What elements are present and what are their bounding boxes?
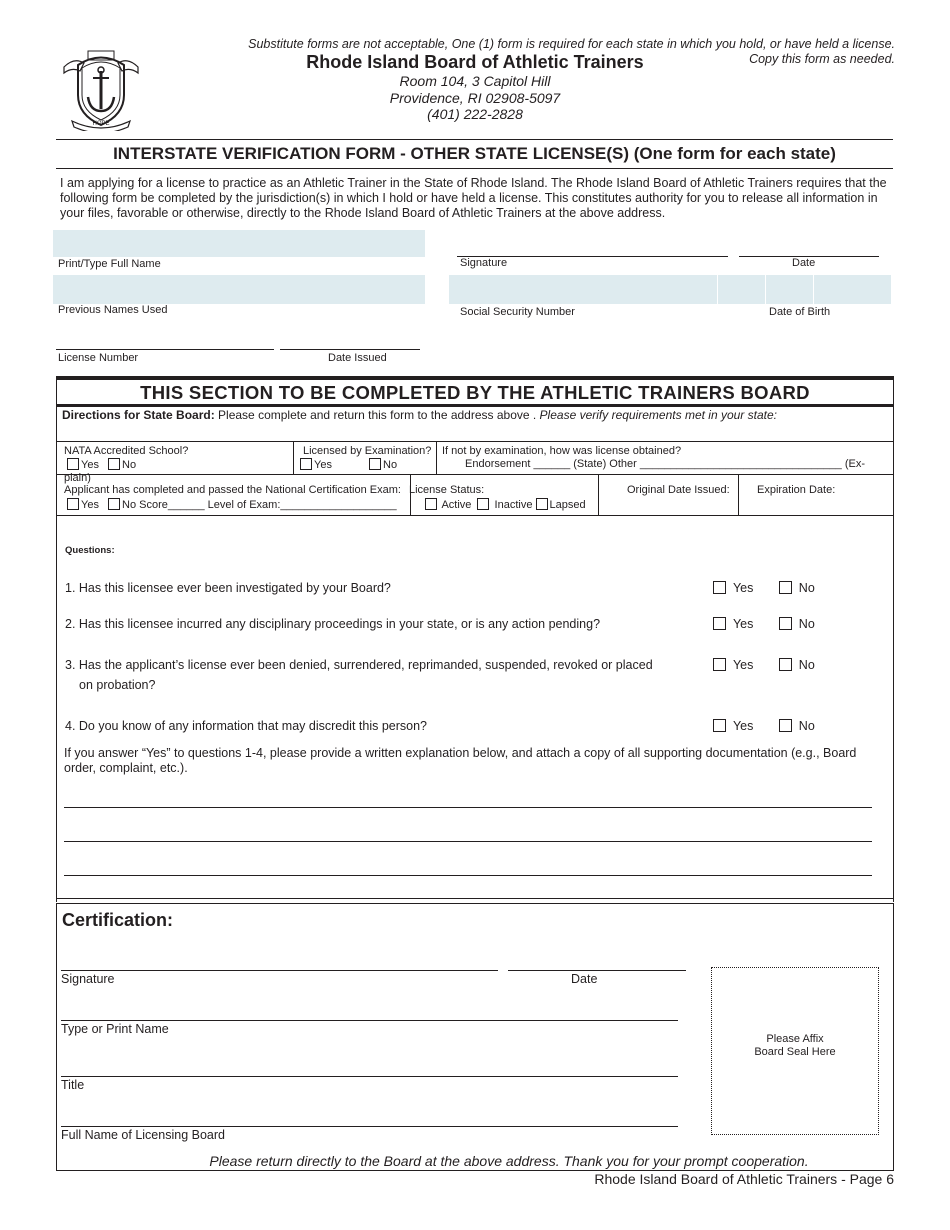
grid-row1-top xyxy=(56,441,894,442)
intro-paragraph: I am applying for a license to practice as an Athletic Trainer in the State of Rhode Island. The Rhode Island Board of Athletic Trainers requires that the following form be completed by the jurisdiction(s) in which I hold or have held a license. This constitutes authority for you to release all information in your files, favorable or otherwise, directly to the Rhode Island Board of Athletic Trainers at the above address. xyxy=(60,176,887,220)
directions-italic: Please verify requirements met in your state: xyxy=(536,408,777,422)
date-issued-label: Date Issued xyxy=(328,352,387,364)
status-lapsed-checkbox[interactable] xyxy=(536,498,548,510)
ssn-label: Social Security Number xyxy=(460,306,575,318)
form-title: INTERSTATE VERIFICATION FORM - OTHER STATE LICENSE(S) (One form for each state) xyxy=(113,144,836,163)
address-line-2: Providence, RI 02908-5097 xyxy=(389,90,561,106)
dob-label: Date of Birth xyxy=(769,306,831,318)
title-label: Title xyxy=(61,1078,85,1092)
exam-label: Licensed by Examination? xyxy=(303,445,432,457)
title-rule-top xyxy=(56,139,893,140)
phone-number: (401) 222-2828 xyxy=(427,106,523,122)
seal-line-1: Please Affix xyxy=(766,1033,824,1045)
board-name-label: Full Name of Licensing Board xyxy=(61,1128,225,1142)
question-1-answers: Yes No xyxy=(713,581,815,595)
full-name-label: Print/Type Full Name xyxy=(58,258,161,270)
board-section-title: THIS SECTION TO BE COMPLETED BY THE ATHLETIC TRAINERS BOARD xyxy=(140,382,810,403)
questions-heading: Questions: xyxy=(65,545,115,556)
board-signature-line[interactable] xyxy=(61,970,498,971)
q2-no-checkbox[interactable] xyxy=(779,617,792,630)
q3-no-checkbox[interactable] xyxy=(779,658,792,671)
original-date-label: Original Date Issued: xyxy=(627,484,730,496)
q1-yes-checkbox[interactable] xyxy=(713,581,726,594)
exam-no-checkbox[interactable] xyxy=(369,458,381,470)
question-3-answers: Yes No xyxy=(713,658,815,672)
address-line-1: Room 104, 3 Capitol Hill xyxy=(399,73,551,89)
anchor-seal-icon xyxy=(58,45,144,131)
license-status-options: Active Inactive Lapsed xyxy=(425,498,586,511)
grid-row2-bottom xyxy=(56,515,894,516)
grid-row1-bottom xyxy=(56,474,894,475)
board-title-rule xyxy=(56,404,894,407)
explanation-line-3[interactable] xyxy=(64,875,872,876)
signature-label: Signature xyxy=(460,257,508,269)
nata-no-checkbox[interactable] xyxy=(108,458,120,470)
directions-text: Please complete and return this form to the address above . xyxy=(214,408,537,422)
board-date-line[interactable] xyxy=(508,970,686,971)
notice-line-1: Substitute forms are not acceptable, One (1) form is required for each state in which you hold, or have held a license. xyxy=(248,37,895,51)
question-4-answers: Yes No xyxy=(713,719,815,733)
question-4: 4. Do you know of any information that may discredit this person? xyxy=(65,719,427,733)
score-text: Score______ Level of Exam:___________________ xyxy=(139,499,397,511)
exam-options: Yes No xyxy=(300,458,397,471)
question-3-continued: on probation? xyxy=(79,678,156,692)
q2-yes-checkbox[interactable] xyxy=(713,617,726,630)
q3-yes-checkbox[interactable] xyxy=(713,658,726,671)
seal-line-2: Board Seal Here xyxy=(754,1046,836,1058)
notice-line-2: Copy this form as needed. xyxy=(749,52,895,66)
certification-heading: Certification: xyxy=(62,910,174,930)
date-issued-line[interactable] xyxy=(280,349,420,350)
license-number-line[interactable] xyxy=(56,349,274,350)
full-name-input[interactable] xyxy=(53,230,425,257)
explanation-note: If you answer “Yes” to questions 1-4, please provide a written explanation below, and attach a copy of all supporting documentation (e.g., Board order, complaint, etc.). xyxy=(64,746,857,775)
question-3: 3. Has the applicant’s license ever been denied, surrendered, reprimanded, suspended, revoked or placed xyxy=(65,658,653,672)
cert-exam-options: Yes No Score______ Level of Exam:___________________ xyxy=(67,498,397,511)
nata-options: Yes No xyxy=(67,458,136,471)
explanation-line-1[interactable] xyxy=(64,807,872,808)
board-signature-label: Signature xyxy=(61,972,115,986)
board-name: Rhode Island Board of Athletic Trainers xyxy=(306,52,644,72)
cert-no-checkbox[interactable] xyxy=(108,498,120,510)
q4-yes-checkbox[interactable] xyxy=(713,719,726,732)
board-date-label: Date xyxy=(571,972,598,986)
cert-yes-checkbox[interactable] xyxy=(67,498,79,510)
title-line[interactable] xyxy=(61,1076,678,1077)
ssn-input[interactable] xyxy=(449,275,717,304)
print-name-line[interactable] xyxy=(61,1020,678,1021)
cert-rule-top xyxy=(56,898,894,899)
status-inactive-checkbox[interactable] xyxy=(477,498,489,510)
date-label: Date xyxy=(792,257,816,269)
question-2-answers: Yes No xyxy=(713,617,815,631)
directions xyxy=(62,408,777,422)
question-2: 2. Has this licensee incurred any disciplinary proceedings in your state, or is any action pending? xyxy=(65,617,601,631)
endorsement-text: Endorsement ______ (State) Other _________________________________ (Ex- xyxy=(465,458,865,470)
other-way-label: If not by examination, how was license obtained? xyxy=(442,445,682,457)
page-label: Rhode Island Board of Athletic Trainers - Page 6 xyxy=(594,1171,894,1187)
exam-yes-checkbox[interactable] xyxy=(300,458,312,470)
title-rule-bottom xyxy=(56,168,893,169)
explanation-line-2[interactable] xyxy=(64,841,872,842)
expiration-date-label: Expiration Date: xyxy=(757,484,836,496)
nata-label: NATA Accredited School? xyxy=(64,445,189,457)
board-name-line[interactable] xyxy=(61,1126,678,1127)
previous-names-input[interactable] xyxy=(53,275,425,304)
explain-continued: plain) xyxy=(64,472,91,484)
cert-exam-label: Applicant has completed and passed the National Certification Exam: xyxy=(64,484,401,496)
return-note: Please return directly to the Board at the above address. Thank you for your prompt cooperation. xyxy=(209,1153,809,1169)
state-seal xyxy=(58,45,144,131)
status-active-checkbox[interactable] xyxy=(425,498,437,510)
q4-no-checkbox[interactable] xyxy=(779,719,792,732)
question-1: 1. Has this licensee ever been investigated by your Board? xyxy=(65,581,391,595)
print-name-label: Type or Print Name xyxy=(61,1022,169,1036)
nata-yes-checkbox[interactable] xyxy=(67,458,79,470)
previous-names-label: Previous Names Used xyxy=(58,304,168,316)
seal-motto: HOPE xyxy=(92,121,110,127)
dob-input[interactable] xyxy=(717,275,891,304)
license-number-label: License Number xyxy=(58,352,139,364)
q1-no-checkbox[interactable] xyxy=(779,581,792,594)
license-status-label: License Status: xyxy=(409,484,485,496)
directions-bold: Directions for State Board: xyxy=(62,408,215,422)
